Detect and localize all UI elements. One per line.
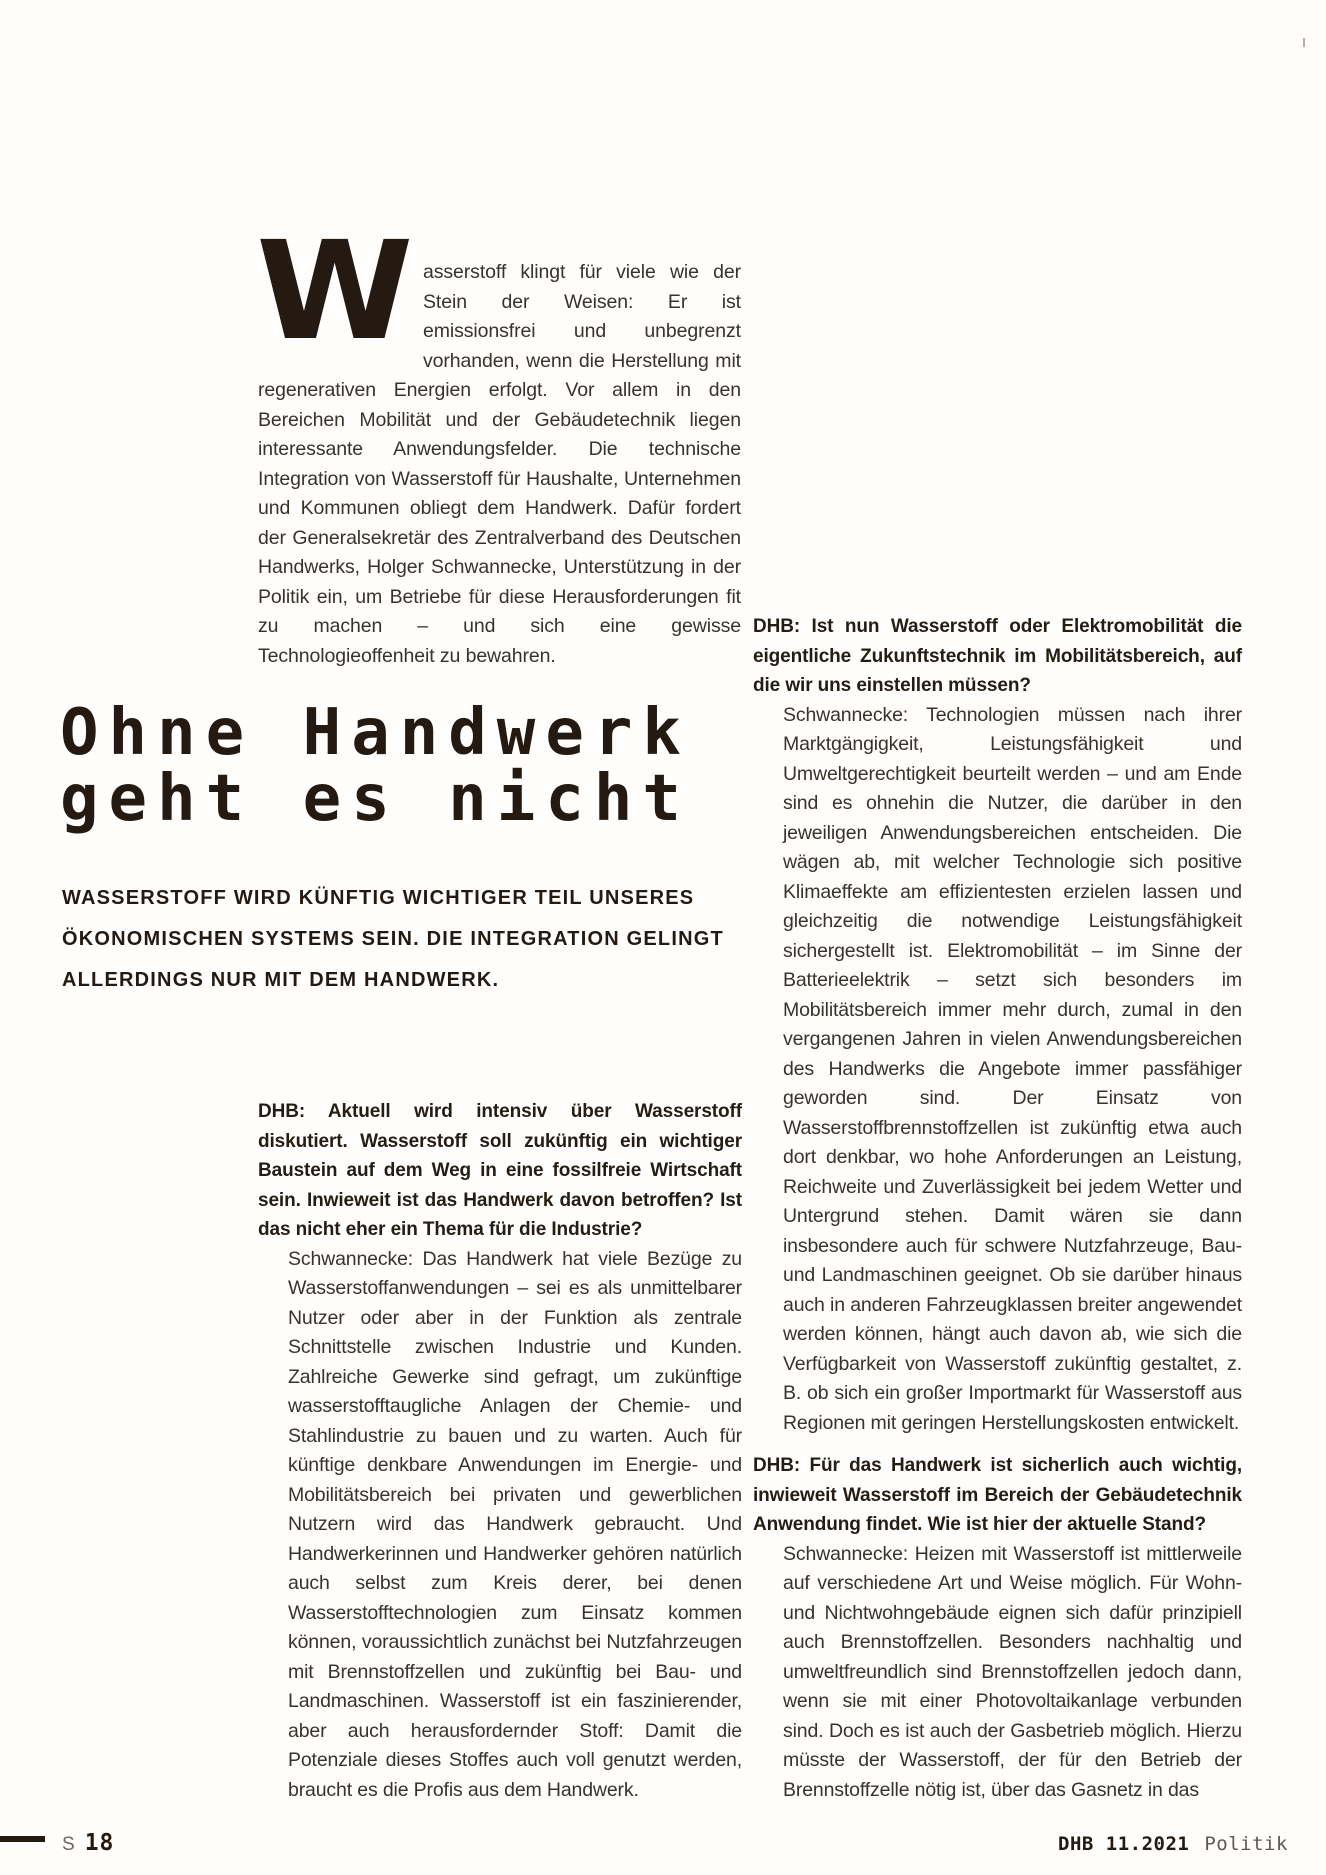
standfirst-line-3: ALLERDINGS NUR MIT DEM HANDWERK. xyxy=(62,969,500,991)
footer-rule xyxy=(0,1836,45,1842)
standfirst-line-1: WASSERSTOFF WIRD KÜNFTIG WICHTIGER TEIL UNSERES xyxy=(62,887,695,909)
dropcap-spacer xyxy=(258,258,423,347)
standfirst-line-2: ÖKONOMISCHEN SYSTEMS SEIN. DIE INTEGRATION GELINGT xyxy=(62,928,724,950)
interview-question: DHB: Ist nun Wasserstoff oder Elektromobilität die eigentliche Zukunftstechnik im Mobilitätsbereich, auf die wir uns einstellen müssen? xyxy=(753,616,1242,696)
interview-answer: Schwannecke: Technologien müssen nach ihrer Marktgängigkeit, Leistungsfähigkeit und Umweltgerechtigkeit beurteilt werden – und am Ende sind es ohnehin die Nutzer, die darüber in den jeweiligen Anwendungsbereichen entscheiden. Die wägen ab, mit welcher Technologie sich positive Klimaeffekte am effizientesten erzielen lassen und gleichzeitig die notwendige Leistungsfähigkeit sichergestellt ist. Elektromobilität – im Sinne der Batterieelektrik – setzt sich besonders im Mobilitätsbereich immer mehr durch, zumal in den vergangenen Jahren in vielen Anwendungsbereichen des Handwerks die Angebote immer passfähiger geworden sind. Der Einsatz von Wasserstoffbrennstoffzellen ist zukünftig etwa auch dort denkbar, wo hohe Anforderungen an Leistung, Reichweite und Zuverlässigkeit bei jedem Wetter und Untergrund stehen. Damit wären sie dann insbesondere auch für schwere Nutzfahrzeuge, Bau- und Landmaschinen geeignet. Ob sie darüber hinaus auch in anderen Fahrzeugklassen breiter angewendet werden können, hängt auch davon ab, wie sich die Verfügbarkeit von Wasserstoff zukünftig gestaltet, z. B. ob sich ein großer Importmarkt für Wasserstoff aus Regionen mit geringen Herstellungskosten entwickelt. xyxy=(783,703,1242,1434)
dropcap-letter: W xyxy=(256,213,414,371)
qa-column-left xyxy=(258,1097,742,1805)
headline-line-2: geht es nicht xyxy=(60,762,691,836)
intro-paragraph xyxy=(258,258,741,671)
intro-text: asserstoff klingt für viele wie der Stein der Weisen: Er ist emissionsfrei und unbegrenzt vorhanden, wenn die Herstellung mit regenerativen Energien erfolgt. Vor allem in den Bereichen Mobilität und der Gebäudetechnik liegen interessante Anwendungsfelder. Die technische Integration von Wasserstoff für Haushalte, Unternehmen und Kommunen obliegt dem Handwerk. Dafür fordert der Generalsekretär des Zentralverband des Deutschen Handwerks, Holger Schwannecke, Unterstützung in der Politik ein, um Betriebe für diese Herausforderungen fit zu machen – und sich eine gewisse Technologieoffenheit zu bewahren. xyxy=(258,261,741,667)
print-registration-mark xyxy=(1303,38,1305,47)
qa-column-right xyxy=(753,612,1242,1805)
standfirst xyxy=(62,878,762,1001)
interview-answer: Schwannecke: Heizen mit Wasserstoff ist mittlerweile auf verschiedene Art und Weise möglich. Für Wohn- und Nichtwohngebäude eignen sich dafür prinzipiell auch Brennstoffzellen. Besonders nachhaltig und umweltfreundlich sind Brennstoffzellen jedoch dann, wenn sie mit einer Photovoltaikanlage verbunden sind. Doch es ist auch der Gasbetrieb möglich. Hierzu müsste der Wasserstoff, der für den Betrieb der Brennstoffzelle nötig ist, über das Gasnetz in das xyxy=(783,1542,1242,1801)
footer-page-number xyxy=(62,1830,114,1856)
interview-question: DHB: Für das Handwerk ist sicherlich auch wichtig, inwieweit Wasserstoff im Bereich der Gebäudetechnik Anwendung findet. Wie ist hier der aktuelle Stand? xyxy=(753,1455,1242,1535)
interview-question: DHB: Aktuell wird intensiv über Wasserstoff diskutiert. Wasserstoff soll zukünftig ein wichtiger Baustein auf dem Weg in eine fossilfreie Wirtschaft sein. Inwieweit ist das Handwerk davon betroffen? Ist das nicht eher ein Thema für die Industrie? xyxy=(258,1101,742,1240)
section-label: Politik xyxy=(1204,1833,1288,1855)
page-number: 18 xyxy=(84,1830,115,1856)
issue-label: DHB 11.2021 xyxy=(1058,1833,1190,1855)
headline-line-1: Ohne Handwerk xyxy=(60,696,691,770)
article-headline xyxy=(60,696,780,836)
page-prefix: S xyxy=(62,1834,76,1855)
interview-answer: Schwannecke: Das Handwerk hat viele Bezüge zu Wasserstoffanwendungen – sei es als unmittelbarer Nutzer oder aber in der Funktion als zentrale Schnittstelle zwischen Industrie und Kunden. Zahlreiche Gewerke sind gefragt, um zukünftige wasserstofftaugliche Anlagen der Chemie- und Stahlindustrie zu bauen und zu warten. Auch für künftige denkbare Anwendungen im Energie- und Mobilitätsbereich bei privaten und gewerblichen Nutzern wird das Handwerk gebraucht. Und Handwerkerinnen und Handwerker gehören natürlich auch selbst zum Kreis derer, bei denen Wasserstofftechnologien zum Einsatz kommen können, voraussichtlich zunächst bei Nutzfahrzeugen mit Brennstoffzellen und zukünftig bei Bau- und Landmaschinen. Wasserstoff ist ein faszinierender, aber auch herausfordernder Stoff: Damit die Potenziale dieses Stoffes auch voll genutzt werden, braucht es die Profis aus dem Handwerk. xyxy=(288,1247,742,1801)
footer-issue-info xyxy=(1058,1833,1288,1855)
